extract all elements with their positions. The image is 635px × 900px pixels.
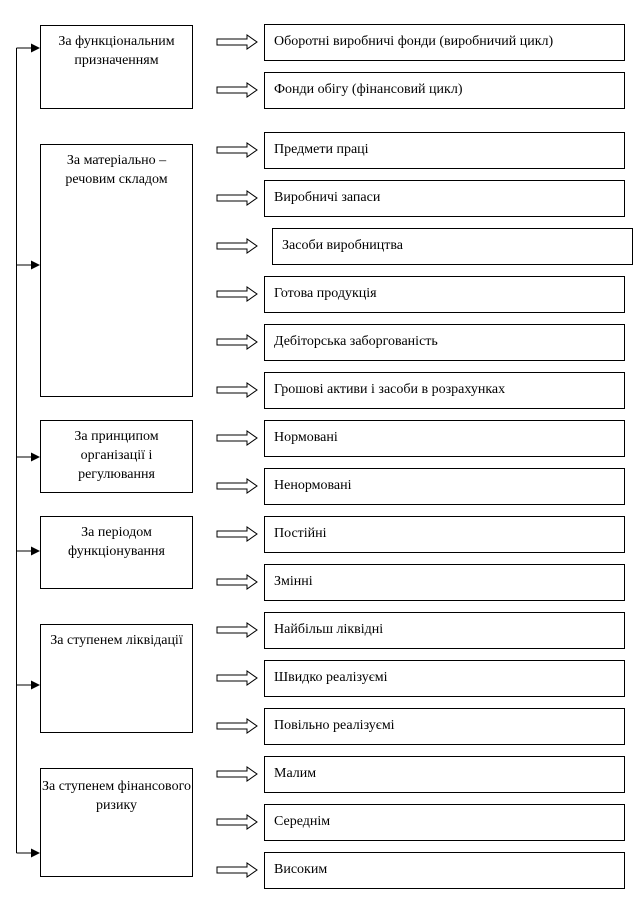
- arrowhead-icon: [31, 261, 40, 270]
- item-box: Фонди обігу (фінансовий цикл): [264, 72, 625, 109]
- arrowhead-icon: [31, 849, 40, 858]
- item-box: Нормовані: [264, 420, 625, 457]
- block-arrow-icon: [217, 287, 257, 301]
- category-period: За періодом функціонування: [40, 516, 193, 589]
- item-box: Високим: [264, 852, 625, 889]
- category-liquidation: За ступенем ліквідації: [40, 624, 193, 733]
- arrowhead-icon: [31, 547, 40, 556]
- arrowhead-icon: [31, 453, 40, 462]
- block-arrow-icon: [217, 431, 257, 445]
- item-box: Предмети праці: [264, 132, 625, 169]
- arrowhead-icon: [31, 44, 40, 53]
- category-financial-risk: За ступенем фінансового ризику: [40, 768, 193, 877]
- item-box: Змінні: [264, 564, 625, 601]
- block-arrow-icon: [217, 83, 257, 97]
- block-arrow-icon: [217, 143, 257, 157]
- item-box: Виробничі запаси: [264, 180, 625, 217]
- block-arrow-icon: [217, 767, 257, 781]
- block-arrow-icon: [217, 383, 257, 397]
- block-arrow-icon: [217, 671, 257, 685]
- block-arrow-icon: [217, 623, 257, 637]
- arrowhead-icon: [31, 681, 40, 690]
- block-arrow-icon: [217, 719, 257, 733]
- block-arrow-icon: [217, 527, 257, 541]
- item-box: Оборотні виробничі фонди (виробничий цикл): [264, 24, 625, 61]
- item-box: Повільно реалізуємі: [264, 708, 625, 745]
- item-box: Швидко реалізуємі: [264, 660, 625, 697]
- category-functional: За функціональним призначенням: [40, 25, 193, 109]
- block-arrow-icon: [217, 239, 257, 253]
- item-box: Постійні: [264, 516, 625, 553]
- block-arrow-icon: [217, 815, 257, 829]
- item-box: Малим: [264, 756, 625, 793]
- item-box: Найбільш ліквідні: [264, 612, 625, 649]
- block-arrow-icon: [217, 479, 257, 493]
- block-arrow-icon: [217, 575, 257, 589]
- item-box: Середнім: [264, 804, 625, 841]
- item-box: Готова продукція: [264, 276, 625, 313]
- category-organization: За принципом організації і регулювання: [40, 420, 193, 493]
- category-material: За матеріально – речовим складом: [40, 144, 193, 397]
- item-box: Засоби виробництва: [272, 228, 633, 265]
- item-box: Дебіторська заборгованість: [264, 324, 625, 361]
- block-arrow-icon: [217, 35, 257, 49]
- item-box: Ненормовані: [264, 468, 625, 505]
- block-arrow-icon: [217, 863, 257, 877]
- block-arrow-icon: [217, 191, 257, 205]
- block-arrow-icon: [217, 335, 257, 349]
- item-box: Грошові активи і засоби в розрахунках: [264, 372, 625, 409]
